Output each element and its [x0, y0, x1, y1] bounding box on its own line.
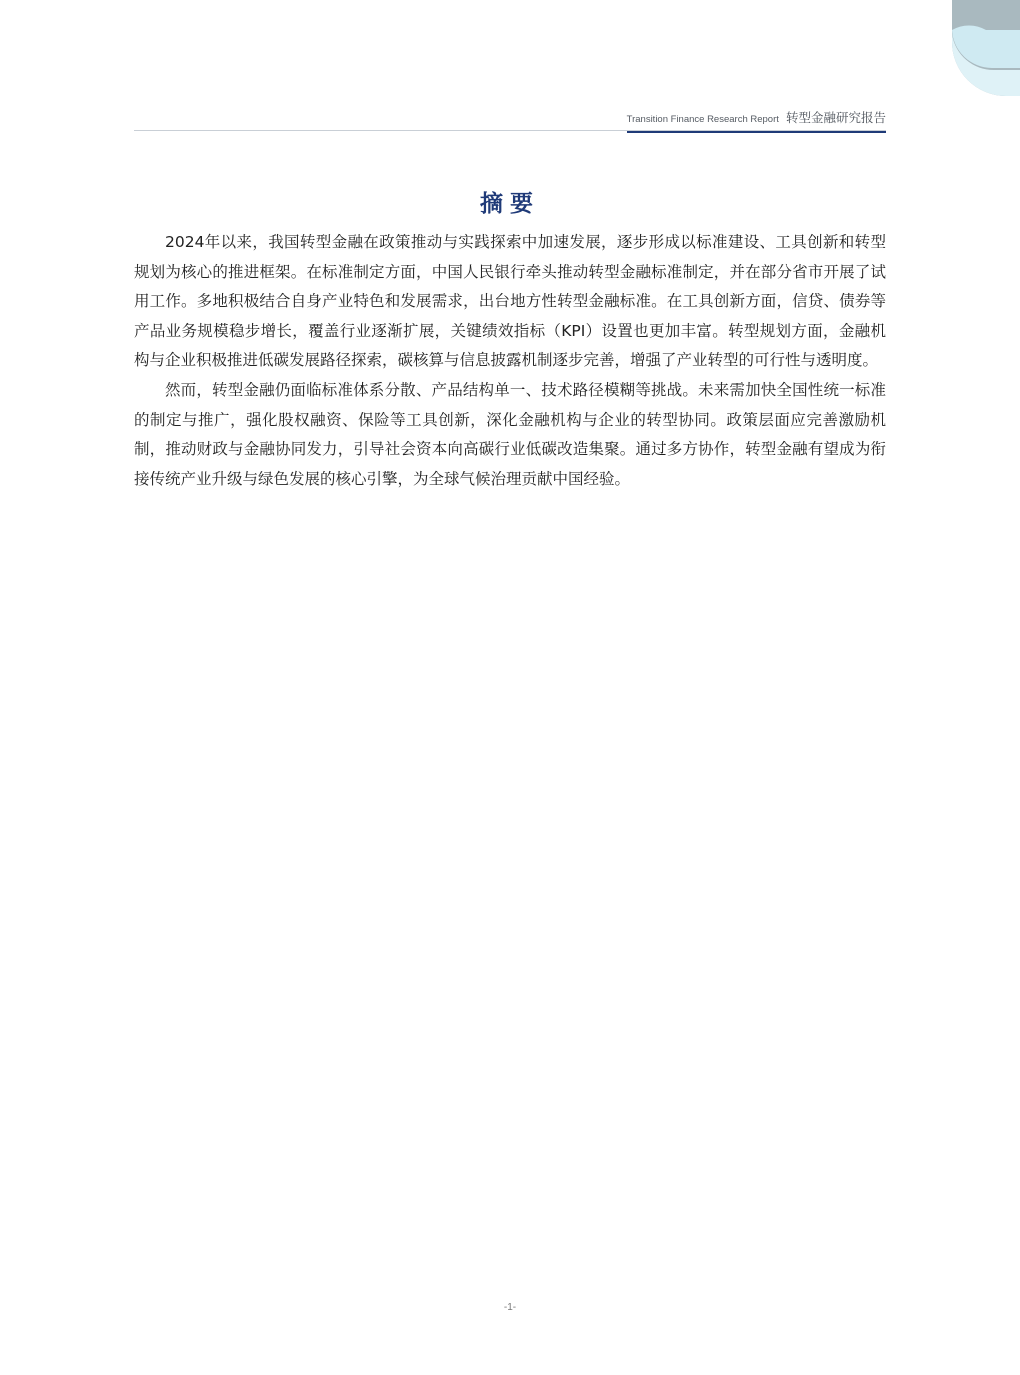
page-number: -1-: [503, 1302, 517, 1313]
abstract-paragraph-2: 然而，转型金融仍面临标准体系分散、产品结构单一、技术路径模糊等挑战。未来需加快全国性统一标准的制定与推广，强化股权融资、保险等工具创新，深化金融机构与企业的转型协同。政策层面应完善激励机制，推动财政与金融协同发力，引导社会资本向高碳行业低碳改造集聚。通过多方协作，转型金融有望成为衔接传统产业升级与绿色发展的核心引擎，为全球气候治理贡献中国经验。: [134, 380, 886, 488]
header-chinese-title: 转型金融研究报告: [785, 110, 886, 125]
running-header: [134, 108, 886, 131]
header-title: [627, 108, 886, 133]
abstract-body: [134, 228, 886, 494]
section-title: 摘要: [480, 191, 540, 217]
corner-decoration: [952, 0, 1020, 96]
abstract-paragraph-1: 2024年以来，我国转型金融在政策推动与实践探索中加速发展，逐步形成以标准建设、工具创新和转型规划为核心的推进框架。在标准制定方面，中国人民银行牵头推动转型金融标准制定，并在部分省市开展了试用工作。多地积极结合自身产业特色和发展需求，出台地方性转型金融标准。在工具创新方面，信贷、债券等产品业务规模稳步增长，覆盖行业逐渐扩展，关键绩效指标（KPI）设置也更加丰富。转型规划方面，金融机构与企业积极推进低碳发展路径探索，碳核算与信息披露机制逐步完善，增强了产业转型的可行性与透明度。: [134, 233, 886, 370]
header-english-title: Transition Finance Research Report: [626, 114, 779, 125]
